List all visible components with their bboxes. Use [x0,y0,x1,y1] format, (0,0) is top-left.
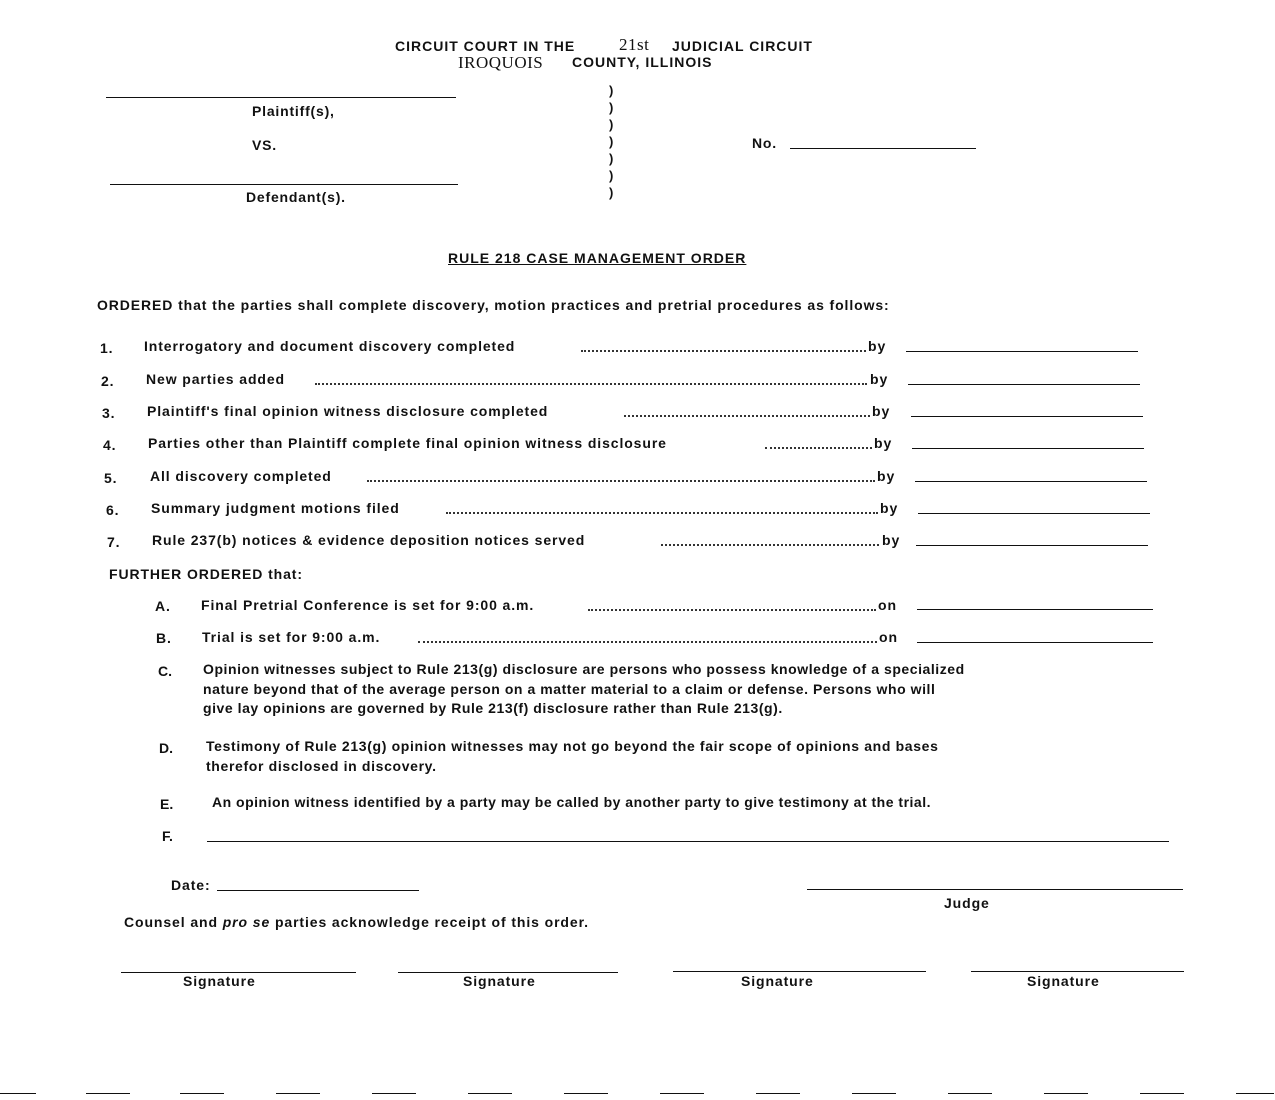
circuit-number: 21st [619,35,650,54]
item-text: Rule 237(b) notices & evidence deposition notices served [152,532,586,548]
date-line[interactable] [911,416,1143,417]
court-name-suffix: JUDICIAL CIRCUIT [672,38,813,54]
bracket-mark: ) [609,100,614,115]
leader-dots [367,480,875,482]
item-number: 4. [103,437,117,453]
county-name: IROQUOIS [458,53,544,72]
item-suffix: by [868,338,887,354]
date-line[interactable] [917,642,1153,643]
item-letter: A. [155,598,171,614]
leader-dots [588,609,876,611]
leader-dots [661,544,879,546]
plaintiff-label: Plaintiff(s), [252,103,335,119]
scan-mark [660,1093,704,1094]
vs-label: VS. [252,137,277,153]
further-ordered-label: FURTHER ORDERED that: [109,566,303,582]
item-letter: B. [156,630,172,646]
court-name-prefix: CIRCUIT COURT IN THE [395,38,576,54]
judge-label: Judge [944,895,990,911]
bracket-mark: ) [609,134,614,149]
leader-dots [581,350,866,352]
paragraph-letter: D. [159,740,173,756]
case-number-line[interactable] [790,148,976,149]
ack-italic: pro se [222,914,271,930]
signature-label: Signature [1027,973,1100,989]
date-line[interactable] [915,481,1147,482]
bracket-mark: ) [609,117,614,132]
paragraph-line: nature beyond that of the average person on a matter material to a claim or defense. Persons who will [203,681,936,697]
item-suffix: by [872,403,891,419]
scan-mark [948,1093,992,1094]
item-text: Final Pretrial Conference is set for 9:00 a.m. [201,597,535,613]
item-text: New parties added [146,371,286,387]
item-number: 3. [102,405,116,421]
item-suffix: by [870,371,889,387]
date-input-line[interactable] [217,890,419,891]
defendant-line[interactable] [110,184,458,185]
ordered-intro: ORDERED that the parties shall complete discovery, motion practices and pretrial procedures as follows: [97,297,890,313]
date-line[interactable] [912,448,1144,449]
ack-prefix: Counsel and [124,914,218,930]
paragraph-letter: F. [162,828,173,844]
item-text: Trial is set for 9:00 a.m. [202,629,381,645]
plaintiff-line[interactable] [106,97,456,98]
signature-label: Signature [463,973,536,989]
item-suffix: by [877,468,896,484]
signature-line[interactable] [673,971,926,972]
date-label: Date: [171,877,211,893]
paragraph-line: Opinion witnesses subject to Rule 213(g) disclosure are persons who possess knowledge of a specialized [203,661,965,677]
date-line[interactable] [917,609,1153,610]
scan-mark [1140,1093,1184,1094]
signature-label: Signature [183,973,256,989]
date-line[interactable] [906,351,1138,352]
bracket-mark: ) [609,185,614,200]
bracket-mark: ) [609,168,614,183]
paragraph-line: therefor disclosed in discovery. [206,758,437,774]
scan-mark [468,1093,512,1094]
item-number: 6. [106,502,120,518]
item-suffix: by [882,532,901,548]
scan-mark [1236,1093,1274,1094]
item-text: Summary judgment motions filed [151,500,400,516]
item-number: 2. [101,373,115,389]
date-line[interactable] [918,513,1150,514]
leader-dots [315,383,867,385]
scan-mark [180,1093,224,1094]
scan-mark [372,1093,416,1094]
county-suffix: COUNTY, ILLINOIS [572,54,713,70]
item-text: All discovery completed [150,468,332,484]
scan-mark [0,1093,36,1094]
defendant-label: Defendant(s). [246,189,346,205]
paragraph-line: An opinion witness identified by a party may be called by another party to give testimony at the trial. [212,794,931,810]
judge-signature-line[interactable] [807,889,1183,890]
scan-mark [564,1093,608,1094]
item-text: Parties other than Plaintiff complete final opinion witness disclosure [148,435,667,451]
order-title: RULE 218 CASE MANAGEMENT ORDER [448,250,747,266]
item-number: 1. [100,340,114,356]
ack-suffix: parties acknowledge receipt of this order. [274,914,589,930]
item-number: 5. [104,470,118,486]
item-text: Plaintiff's final opinion witness disclosure completed [147,403,549,419]
scan-mark [86,1093,130,1094]
item-suffix: by [880,500,899,516]
item-suffix: on [878,597,897,613]
case-number-label: No. [752,135,777,151]
date-line[interactable] [916,545,1148,546]
acknowledgment-text [124,914,589,930]
item-text: Interrogatory and document discovery completed [144,338,516,354]
signature-line[interactable] [971,971,1184,972]
scan-mark [756,1093,800,1094]
paragraph-letter: E. [160,796,174,812]
item-number: 7. [107,534,121,550]
item-suffix: by [874,435,893,451]
leader-dots [418,641,877,643]
leader-dots [624,415,870,417]
additional-order-line[interactable] [207,841,1169,842]
scan-mark [276,1093,320,1094]
bracket-mark: ) [609,151,614,166]
date-line[interactable] [908,384,1140,385]
bracket-mark: ) [609,83,614,98]
leader-dots [765,447,872,449]
leader-dots [446,512,878,514]
scan-mark [852,1093,896,1094]
item-suffix: on [879,629,898,645]
paragraph-line: give lay opinions are governed by Rule 213(f) disclosure rather than Rule 213(g). [203,700,783,716]
paragraph-line: Testimony of Rule 213(g) opinion witnesses may not go beyond the fair scope of opinions and bases [206,738,939,754]
signature-label: Signature [741,973,814,989]
scan-mark [1044,1093,1088,1094]
paragraph-letter: C. [158,663,172,679]
